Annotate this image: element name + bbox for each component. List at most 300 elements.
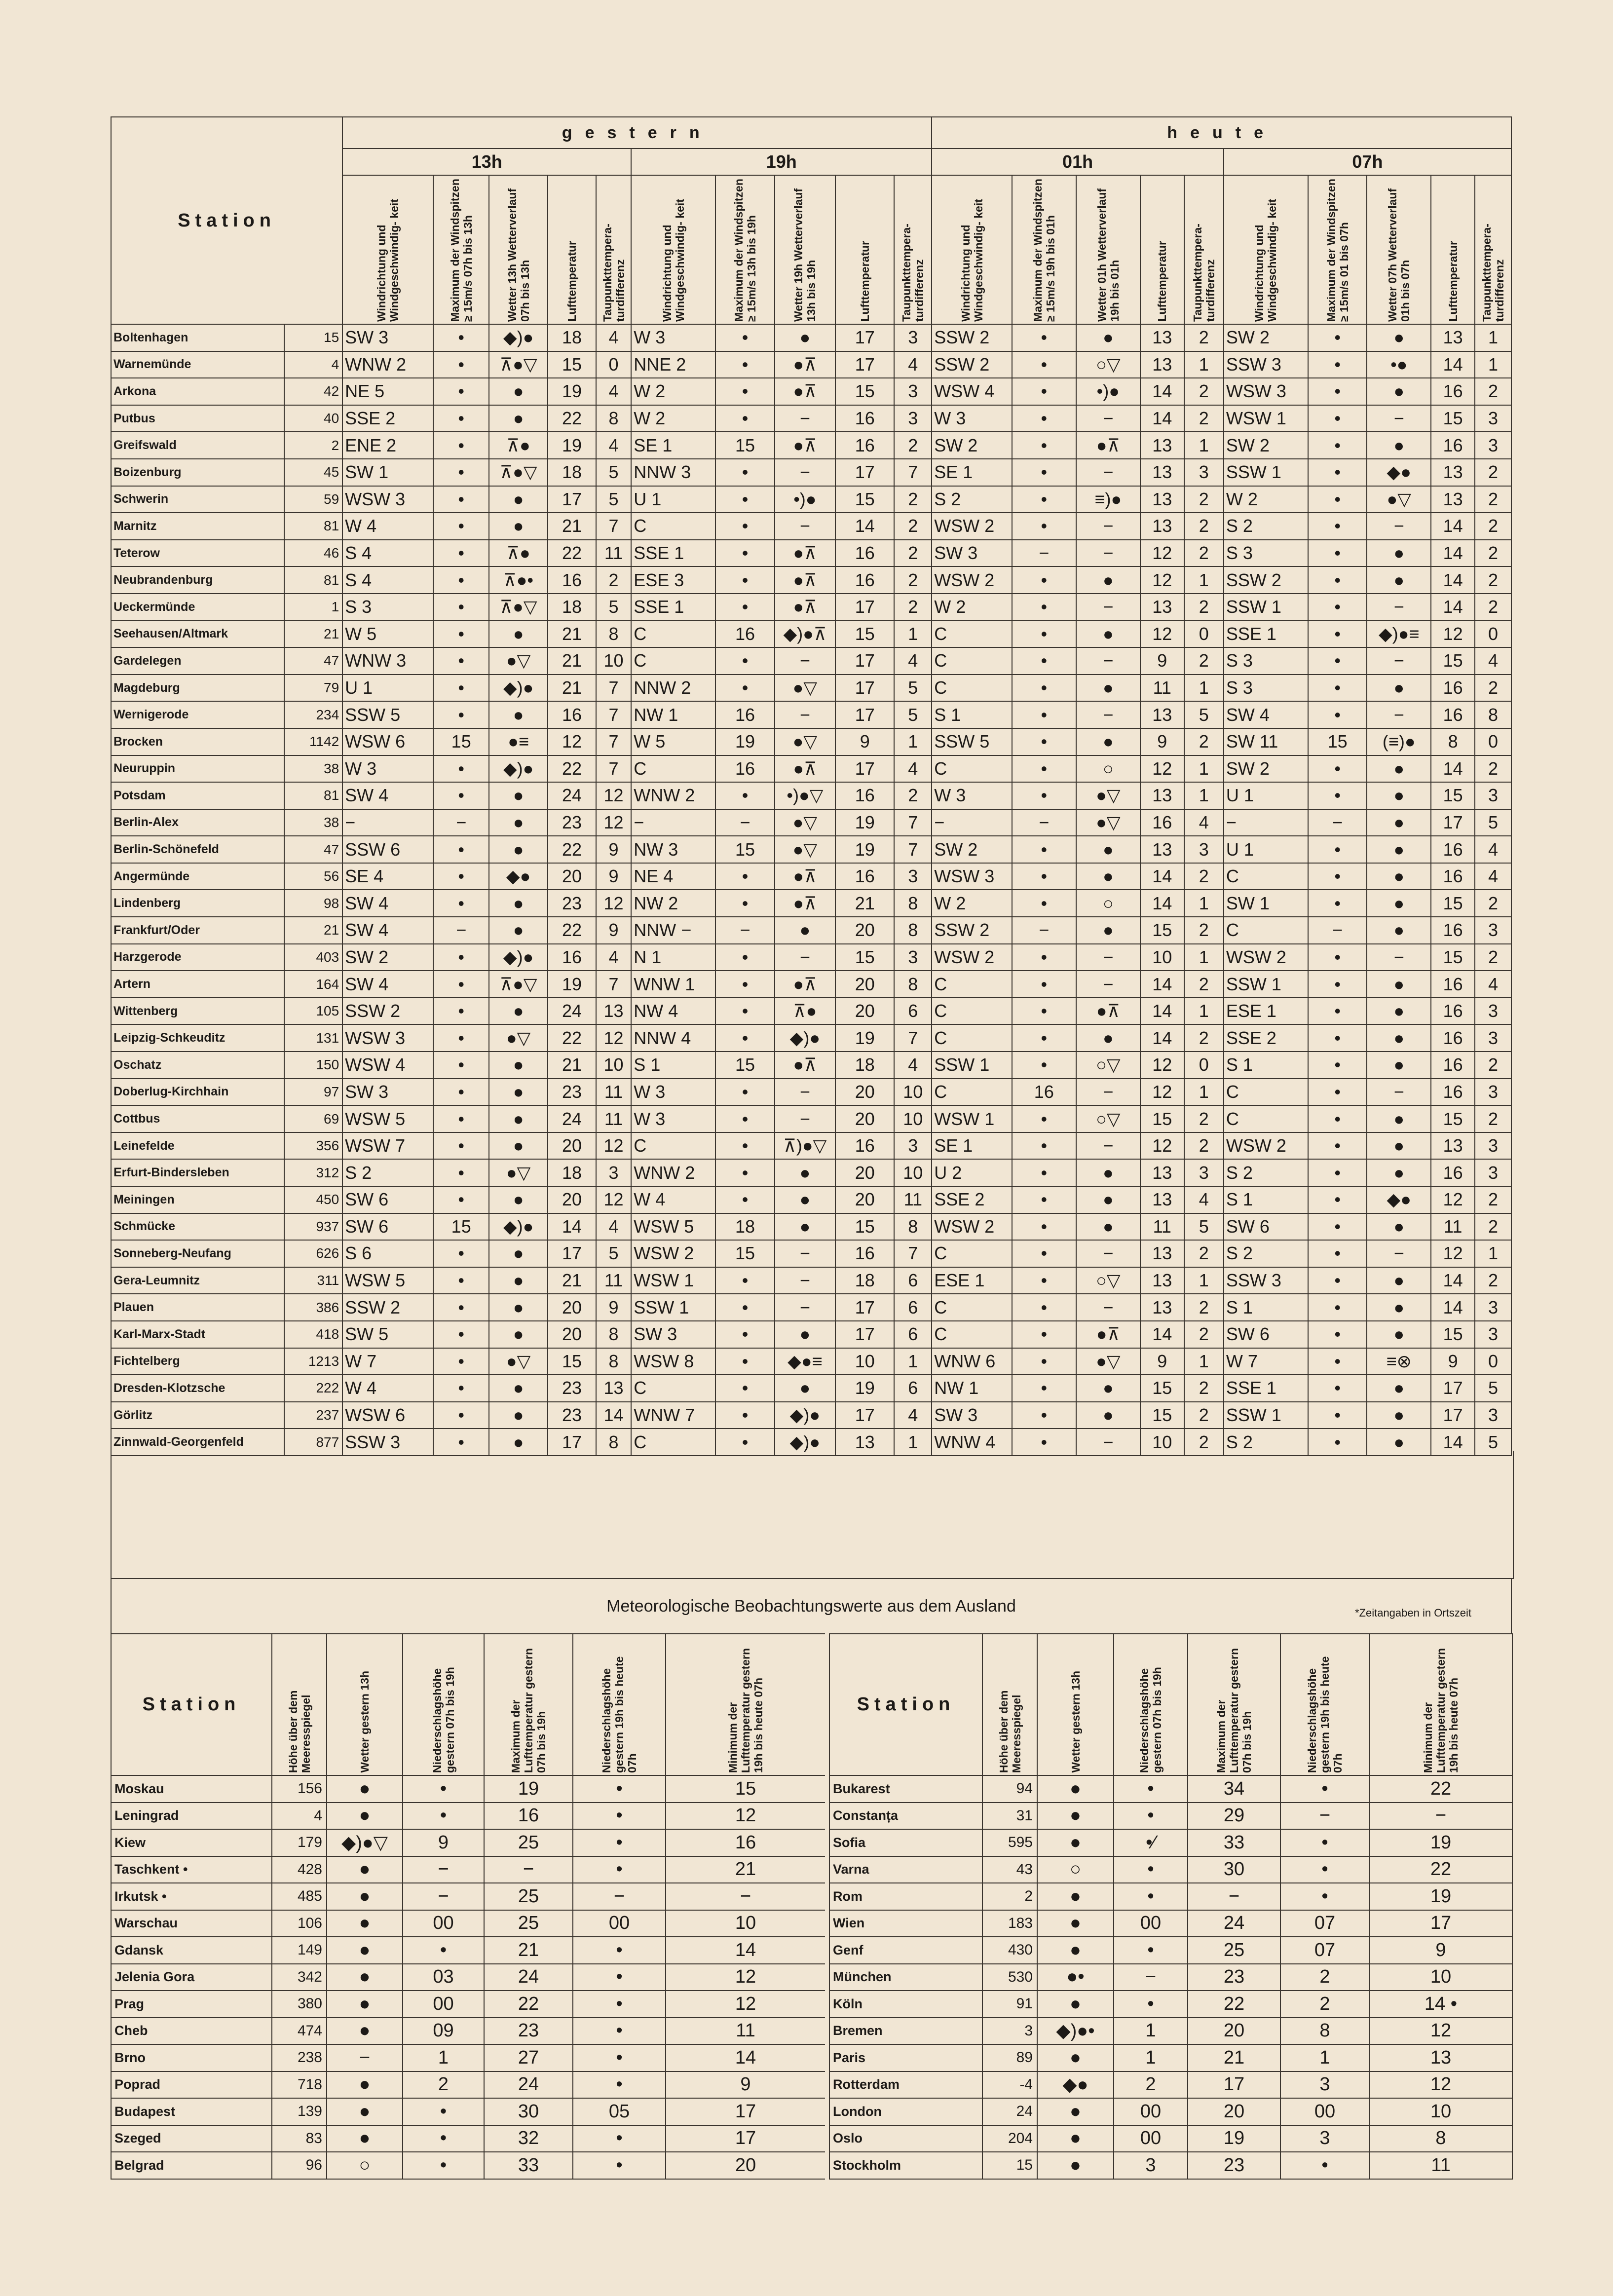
station-name: Taschkent • [111,1856,272,1883]
table-cell: • [433,1159,489,1186]
table-cell: • [715,971,774,998]
table-cell: 2 [1184,1132,1224,1160]
table-cell: 16 [548,701,596,728]
station-name: Cheb [111,2018,272,2045]
table-cell: 4 [1475,647,1511,675]
table-cell: − [1076,1240,1140,1267]
table-cell: SSW 2 [932,351,1012,378]
table-cell: • [573,2018,666,2045]
table-cell: SW 2 [1224,432,1308,459]
table-cell: ● [1367,675,1431,702]
table-cell: − [1308,917,1367,944]
table-cell: − [573,1883,666,1910]
table-cell: 0 [1184,621,1224,648]
table-cell: SSE 1 [1224,1375,1308,1402]
table-cell: SSW 6 [342,836,433,863]
table-cell: 2 [982,1883,1037,1910]
table-cell: • [715,1186,774,1213]
table-cell: ● [327,2125,403,2152]
table-row [829,1829,1512,1856]
table-cell: 12 [1140,621,1184,648]
table-cell: 12 [548,728,596,755]
spacer-box [111,1451,1514,1579]
table-cell: ● [775,917,836,944]
table-cell: C [631,1132,715,1160]
table-cell: 16 [1431,675,1475,702]
table-cell: ● [1367,998,1431,1025]
table-cell: SSE 1 [631,594,715,621]
table-cell: 81 [284,782,342,809]
table-cell: NNW 3 [631,459,715,486]
station-name: München [829,1964,982,1991]
table-cell: • [433,405,489,432]
table-cell: ● [1076,863,1140,890]
table-cell: • [433,647,489,675]
table-cell: ● [1367,1052,1431,1079]
table-cell: 5 [1475,809,1511,836]
table-cell: 3 [1184,1159,1224,1186]
table-cell: 16 [835,540,894,567]
table-cell: 14 [1431,755,1475,783]
table-cell: 10 [894,1159,932,1186]
table-cell: 3 [1475,998,1511,1025]
station-name: Artern [111,971,284,998]
table-cell: W 2 [1224,486,1308,513]
table-cell: 1213 [284,1348,342,1375]
table-cell: 14 [1431,540,1475,567]
table-cell: 12 [596,809,632,836]
table-cell: 2 [1184,486,1224,513]
table-cell: 14 [1140,1321,1184,1348]
table-cell: ● [1367,432,1431,459]
table-cell: • [573,1856,666,1883]
table-cell: 8 [1475,701,1511,728]
table-cell: 14 [1431,1294,1475,1321]
table-cell: 32 [484,2125,573,2152]
table-row [111,540,1511,567]
table-cell: 15 [835,621,894,648]
column-header [573,1634,666,1775]
table-cell: ● [1076,836,1140,863]
table-cell: 19 [1188,2125,1280,2152]
table-cell: 24 [484,1964,573,1991]
table-cell: ● [1367,890,1431,917]
foreign-table-right [829,1633,1513,2180]
table-cell: 15 [433,1213,489,1241]
table-cell: • [1012,486,1076,513]
table-cell: 2 [1184,540,1224,567]
table-cell: WSW 5 [631,1213,715,1241]
column-header-temp [1140,175,1184,324]
table-cell: 98 [284,890,342,917]
table-cell: ⊼● [489,540,548,567]
table-cell: • [433,1348,489,1375]
table-cell: W 3 [932,782,1012,809]
table-cell: − [1367,701,1431,728]
table-cell: 13 [1431,1132,1475,1160]
table-cell: W 2 [631,405,715,432]
table-cell: − [1076,647,1140,675]
table-cell: 2 [1184,1294,1224,1321]
table-cell: ● [327,1775,403,1803]
table-cell: • [433,1186,489,1213]
table-cell: 7 [596,675,632,702]
column-header-gust-01 [1012,175,1076,324]
table-row [111,701,1511,728]
table-cell: − [1280,1803,1369,1830]
table-cell: 1 [1184,782,1224,809]
table-cell: 5 [596,459,632,486]
station-name: Angermünde [111,863,284,890]
table-cell: − [1367,944,1431,971]
table-cell: 937 [284,1213,342,1241]
column-header-wind [932,175,1012,324]
station-name: Gdansk [111,1937,272,1964]
table-cell: W 4 [342,513,433,540]
table-cell: 30 [484,2098,573,2125]
table-cell: • [433,594,489,621]
table-cell: • [1012,1321,1076,1348]
table-row [111,1079,1511,1106]
table-cell: • [433,351,489,378]
table-cell: • [1308,1321,1367,1348]
table-cell: ● [1076,728,1140,755]
table-cell: • [715,998,774,1025]
table-cell: 1 [1184,998,1224,1025]
table-cell: 15 [1431,1105,1475,1132]
column-divider [825,1633,829,2182]
table-cell: 23 [548,809,596,836]
table-cell: 380 [272,1991,327,2018]
table-cell: 15 [1431,890,1475,917]
table-cell: ● [1076,1186,1140,1213]
table-cell: 16 [835,1240,894,1267]
table-row [829,1910,1512,1937]
table-row [111,836,1511,863]
table-cell: 2 [894,432,932,459]
table-cell: • [433,1052,489,1079]
table-cell: • [433,1024,489,1052]
table-cell: 9 [666,2071,825,2099]
table-cell: 16 [1431,917,1475,944]
table-cell: 25 [484,1829,573,1856]
table-cell: 17 [835,675,894,702]
table-cell: 00 [1114,2125,1188,2152]
group-yesterday: gestern [342,117,932,149]
table-cell: 237 [284,1402,342,1429]
table-cell: • [1308,1132,1367,1160]
table-cell: ◆)● [775,1402,836,1429]
table-cell: − [775,647,836,675]
column-header-label: Windrichtung und Windgeschwindig- keit [959,199,985,322]
table-cell: ● [1367,755,1431,783]
table-row [111,2044,825,2071]
table-cell: SW 2 [932,836,1012,863]
table-cell: ● [489,1132,548,1160]
table-cell: • [715,1132,774,1160]
table-cell: 3 [894,378,932,405]
table-cell: 21 [548,675,596,702]
table-cell: − [1076,594,1140,621]
table-cell: 17 [835,324,894,351]
table-cell: • [715,675,774,702]
table-cell: 2 [1475,1186,1511,1213]
table-cell: 1 [894,728,932,755]
table-cell: • [433,836,489,863]
table-cell: C [932,971,1012,998]
table-cell: 6 [894,1267,932,1294]
table-cell: 16 [1431,1052,1475,1079]
table-cell: • [433,324,489,351]
table-cell: 428 [272,1856,327,1883]
column-header-label: Taupunkttempera- turdifferenz [1191,224,1217,322]
table-cell: 1 [894,1429,932,1456]
table-cell: 4 [894,1052,932,1079]
table-cell: 18 [548,324,596,351]
table-cell: 09 [403,2018,484,2045]
table-cell: • [1308,1429,1367,1456]
table-cell: • [1308,1024,1367,1052]
table-cell: S 3 [1224,647,1308,675]
table-cell: • [715,594,774,621]
table-cell: 418 [284,1321,342,1348]
table-cell: • [573,1937,666,1964]
table-cell: − [775,405,836,432]
table-cell: 13 [1140,1186,1184,1213]
table-row [111,1159,1511,1186]
table-cell: 1 [1280,2044,1369,2071]
station-name: Leipzig-Schkeuditz [111,1024,284,1052]
table-cell: 13 [1140,459,1184,486]
table-cell: 19 [835,836,894,863]
table-cell: 23 [1188,1964,1280,1991]
table-cell: 3 [894,324,932,351]
table-cell: • [1114,1775,1188,1803]
station-name: Greifswald [111,432,284,459]
table-cell: ● [327,1964,403,1991]
table-cell: 3 [1475,782,1511,809]
table-cell: • [715,324,774,351]
station-name: Oslo [829,2125,982,2152]
table-cell: W 3 [631,324,715,351]
table-cell: 6 [894,998,932,1025]
station-name: Berlin-Alex [111,809,284,836]
table-cell: SSW 3 [1224,351,1308,378]
table-cell: • [433,1294,489,1321]
table-cell: 2 [1475,378,1511,405]
table-cell: SSW 2 [342,998,433,1025]
station-name: Wernigerode [111,701,284,728]
table-cell: − [1076,701,1140,728]
table-cell: 1 [894,1348,932,1375]
table-cell: 3 [596,1159,632,1186]
table-cell: • [433,486,489,513]
table-cell: 14 [1140,971,1184,998]
table-cell: • [715,1321,774,1348]
table-cell: 21 [1188,2044,1280,2071]
table-cell: • [433,1079,489,1106]
table-cell: • [1308,540,1367,567]
table-cell: 1 [1184,755,1224,783]
table-cell: 149 [272,1937,327,1964]
table-cell: • [1308,1402,1367,1429]
column-header-label: Lufttemperatur [1156,241,1169,322]
table-cell: 16 [666,1829,825,1856]
table-cell: 19 [548,971,596,998]
table-cell: 11 [596,1267,632,1294]
table-cell: SSW 1 [1224,459,1308,486]
table-cell: SW 11 [1224,728,1308,755]
table-cell: ●▽ [1076,1348,1140,1375]
table-row [111,1991,825,2018]
table-cell: C [1224,917,1308,944]
station-name: Boizenburg [111,459,284,486]
table-cell: • [1308,486,1367,513]
table-cell: 12 [596,1024,632,1052]
table-cell: SSW 2 [342,1294,433,1321]
table-cell: ●≡ [489,728,548,755]
table-cell: 14 [666,2044,825,2071]
table-cell: 38 [284,809,342,836]
table-cell: • [433,1267,489,1294]
table-cell: ● [1037,1829,1114,1856]
table-cell: 24 [982,2098,1037,2125]
table-cell: 1 [1184,944,1224,971]
station-name: Jelenia Gora [111,1964,272,1991]
table-cell: 2 [1184,1024,1224,1052]
table-row [829,1775,1512,1803]
table-cell: NNW 2 [631,675,715,702]
table-cell: • [1308,1267,1367,1294]
table-cell: ● [489,1375,548,1402]
table-cell: SSW 2 [1224,566,1308,594]
table-cell: 4 [894,1402,932,1429]
table-cell: 7 [596,513,632,540]
table-cell: − [1367,1079,1431,1106]
station-name: Karl-Marx-Stadt [111,1321,284,1348]
table-cell: 9 [403,1829,484,1856]
table-cell: 3 [1475,432,1511,459]
table-cell: − [775,1294,836,1321]
table-cell: • [1114,1856,1188,1883]
column-header-label: Lufttemperatur [565,241,578,322]
table-cell: • [433,1429,489,1456]
table-cell: 16 [548,566,596,594]
table-cell: • [433,675,489,702]
table-cell: SSW 2 [932,917,1012,944]
table-row [111,998,1511,1025]
table-cell: C [1224,1105,1308,1132]
table-row [111,621,1511,648]
table-cell: 19 [835,809,894,836]
table-row [111,675,1511,702]
table-cell: S 2 [1224,1159,1308,1186]
table-cell: 0 [1475,621,1511,648]
table-cell: 34 [1188,1775,1280,1803]
table-cell: 7 [596,701,632,728]
table-row [829,1964,1512,1991]
table-cell: C [932,621,1012,648]
table-row [111,1829,825,1856]
table-cell: ● [1037,1803,1114,1830]
table-row [111,405,1511,432]
table-cell: ● [1367,1213,1431,1241]
table-cell: SSW 2 [932,324,1012,351]
column-header-gust-13 [433,175,489,324]
table-row [829,2098,1512,2125]
table-cell: 13 [1431,459,1475,486]
column-header-label: Maximum der Windspitzen ≥ 15m/s 07h bis 13h [448,179,474,322]
table-cell: 12 [1431,1240,1475,1267]
table-cell: 16 [1431,863,1475,890]
table-row [111,1052,1511,1079]
table-cell: − [715,809,774,836]
table-cell: 342 [272,1964,327,1991]
table-cell: NE 4 [631,863,715,890]
table-cell: 14 • [1369,1991,1512,2018]
table-cell: 15 [284,324,342,351]
table-cell: 13 [1140,513,1184,540]
table-cell: 16 [1431,1079,1475,1106]
table-cell: − [1076,1429,1140,1456]
table-cell: − [1076,459,1140,486]
table-cell: 89 [982,2044,1037,2071]
table-cell: 15 [548,351,596,378]
table-row [111,647,1511,675]
table-cell: 8 [596,621,632,648]
table-cell: • [403,2098,484,2125]
table-cell: ●⊼ [1076,432,1140,459]
table-cell: 20 [548,1132,596,1160]
table-cell: SW 6 [342,1213,433,1241]
table-cell: − [1367,1240,1431,1267]
table-cell: • [1012,728,1076,755]
table-cell: WSW 3 [342,1024,433,1052]
column-header-temp [548,175,596,324]
table-cell: 2 [596,566,632,594]
column-header-label: Maximum der Windspitzen ≥ 15m/s 19h bis 01h [1031,179,1057,322]
table-cell: • [433,944,489,971]
table-cell: 4 [1184,1186,1224,1213]
table-cell: • [715,1375,774,1402]
table-cell: 16 [1431,432,1475,459]
table-cell: 2 [284,432,342,459]
table-cell: 10 [1369,2098,1512,2125]
station-name: Oschatz [111,1052,284,1079]
table-cell: 16 [1140,809,1184,836]
table-cell: SW 2 [342,944,433,971]
table-cell: 179 [272,1829,327,1856]
station-name: Boltenhagen [111,324,284,351]
table-cell: 12 [596,890,632,917]
table-cell: ● [327,1803,403,1830]
table-cell: 131 [284,1024,342,1052]
table-cell: • [1308,1294,1367,1321]
table-cell: 16 [484,1803,573,1830]
table-cell: ● [489,890,548,917]
table-cell: ⊼● [489,432,548,459]
table-cell: SE 1 [932,459,1012,486]
station-header: Station [829,1634,982,1775]
column-header-label: Höhe über dem Meeresspiegel [286,1690,312,1773]
table-cell: ● [1076,566,1140,594]
table-cell: 2 [1184,863,1224,890]
table-cell: 00 [403,1991,484,2018]
table-cell: ● [489,998,548,1025]
table-cell: • [1308,675,1367,702]
table-cell: 1142 [284,728,342,755]
table-cell: 17 [835,1402,894,1429]
